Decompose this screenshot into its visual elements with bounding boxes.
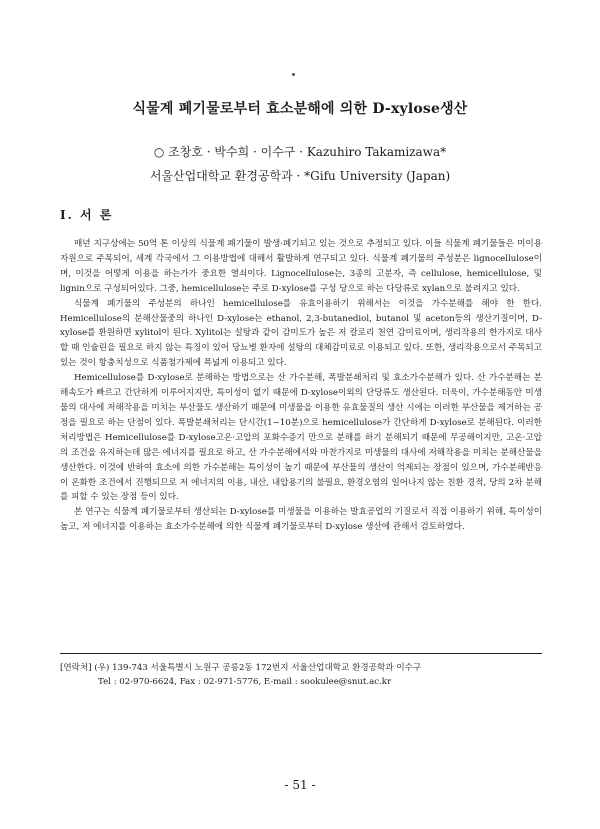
page-number: - 51 - bbox=[284, 778, 316, 792]
paragraph: 식물계 폐기물의 주성분의 하나인 hemicellulose를 유효이용하기 위해서는 이것을 가수분해를 해야 한 한다. Hemicellulose의 분해산물중의 하나인 D-xylose는 ethanol, 2,3-butanediol, butanol 및 aceton등의 생산기질이며, D-xylose를 환원하면 xylitol이 된다. Xylitol는 설탕과 같이 감미도가 높은 저 칼로리 천연 감미료이며, 생리작용의 한가지로 대사할 때 인슐린을 필요로 하지 않는 특징이 있어 당뇨병 환자에 설탕의 대체감미료로 이용되고 있다. 또한, 생리작용으로서 주목되고 있는 것이 항충치성으로 식품첨가제에 폭넓게 이용되고 있다. bbox=[60, 298, 542, 369]
paper-title: 식물계 폐기물로부터 효소분해에 의한 D-xylose생산 bbox=[132, 101, 468, 117]
contact-address: [연락처] (우) 139-743 서울특별시 노원구 공릉2동 172번지 서울산업대학교 환경공학과 이수구 bbox=[60, 663, 422, 673]
body-text bbox=[60, 237, 542, 535]
contact-phone-email: Tel : 02-970-6624, Fax : 02-971-5776, E-mail : sookulee@snut.ac.kr bbox=[98, 677, 392, 687]
contact-info bbox=[60, 661, 542, 689]
scan-dot bbox=[292, 73, 295, 76]
section-heading: I. 서 론 bbox=[60, 208, 114, 222]
paragraph: Hemicellulose를 D-xylose로 분해하는 방법으로는 산 가수분해, 폭발분쇄처리 및 효소가수분해가 있다. 산 가수분해는 분해속도가 빠르고 간단하게 이루어지지만, 특이성이 없기 때문에 D-xylose이외의 단당류도 생산된다. 더욱이, 가수분해동안 미생물의 대사에 저해작용을 미치는 부산물도 생산하기 때문에 미생물을 이용한 유효물질의 생산 시에는 이러한 부산물을 제거하는 공정을 필요로 하는 단점이 있다. 폭발분쇄처리는 단시간(1~10분)으로 hemicellulose가 간단하게 D-xylose로 분해된다. 이러한 처리방법은 Hemicellulose를 D-xylose고온·고압의 포화수증기 만으로 분해를 하기 분해되기 때문에 무공해이지만, 고온·고압의 조건을 유지하는데 많은 에너지를 필요로 하고, 산 가수분해에서와 마찬가지로 미생물의 대사에 저해작용을 미치는 분해산물을 생산한다. 이것에 반하여 효소에 의한 가수분해는 특이성이 높기 때문에 부산물의 생산이 억제되는 장점이 있으며, 가수분해반응이 온화한 조건에서 진행되므로 저 에너지의 이용, 내산, 내압용기의 불필요, 환경오염의 일어나지 않는 친환 경적, 당의 2차 분해를 피할 수 있는 장점 등이 있다. bbox=[60, 373, 542, 503]
footer-divider bbox=[60, 653, 542, 654]
paragraph: 매년 지구상에는 50억 톤 이상의 식물계 폐기물이 발생·폐기되고 있는 것으로 추정되고 있다. 이들 식물계 폐기물들은 미이용자원으로 주목되어, 세계 각국에서 그 이용방법에 대해서 활발하게 연구되고 있다. 식물계 폐기물의 주성분은 lignocellulose이며, 이것을 어떻게 이용을 하는가가 중요한 열쇠이다. Lignocellulose는, 3종의 고분자, 즉 cellulose, hemicellulose, 및 lignin으로 구성되어있다. 그중, hemicellulose는 주로 D-xylose를 구성 당으로 하는 다당류로 xylan으로 불려지고 있다. bbox=[60, 239, 542, 294]
affiliation: 서울산업대학교 환경공학과 · *Gifu University (Japan) bbox=[149, 169, 451, 183]
paragraph: 본 연구는 식물계 폐기물로부터 생산되는 D-xylose를 미생물을 이용하는 발효공업의 기질로서 직접 이용하기 위해, 특이성이 높고, 저 에너지를 이용하는 효소가수분해에 의한 식물계 폐기물로부터 D-xylose 생산에 관해서 검토하였다. bbox=[60, 507, 542, 533]
author-list: ○ 조창호 · 박수희 · 이수구 · Kazuhiro Takamizawa* bbox=[153, 145, 447, 159]
